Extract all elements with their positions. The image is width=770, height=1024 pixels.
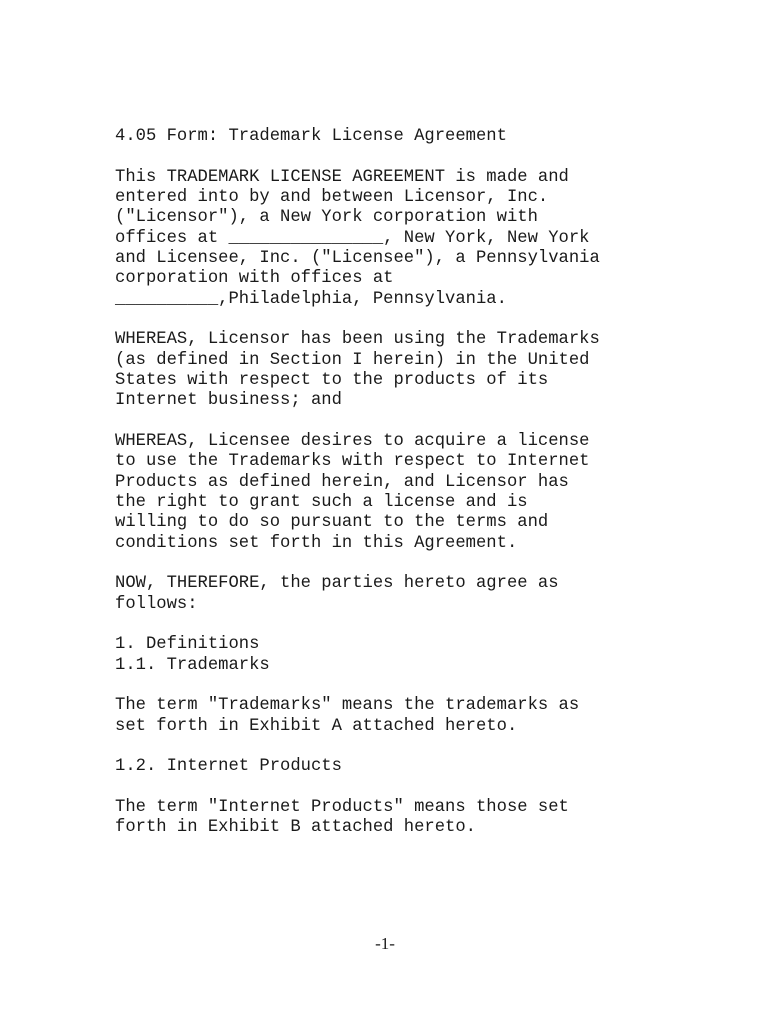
text-line: conditions set forth in this Agreement. bbox=[115, 533, 518, 553]
blank-line bbox=[115, 554, 655, 574]
text-line: Products as defined herein, and Licensor has bbox=[115, 472, 569, 492]
text-line: 1.1. Trademarks bbox=[115, 655, 270, 675]
text-line: entered into by and between Licensor, Inc. bbox=[115, 187, 549, 207]
blank-line bbox=[115, 310, 655, 330]
text-line: NOW, THEREFORE, the parties hereto agree as bbox=[115, 574, 559, 594]
text-line: corporation with offices at bbox=[115, 269, 394, 289]
document-title: 4.05 Form: Trademark License Agreement bbox=[115, 127, 507, 146]
blank-line bbox=[115, 412, 655, 432]
text-line: forth in Exhibit B attached hereto. bbox=[115, 818, 476, 838]
document-body bbox=[115, 127, 655, 838]
text-line: This TRADEMARK LICENSE AGREEMENT is made and bbox=[115, 167, 569, 187]
text-line: (as defined in Section I herein) in the United bbox=[115, 350, 590, 370]
text-line: and Licensee, Inc. ("Licensee"), a Pennsylvania bbox=[115, 248, 600, 268]
blank-line bbox=[115, 615, 655, 635]
text-line: 1. Definitions bbox=[115, 635, 260, 655]
blank-line bbox=[115, 676, 655, 696]
text-line: __________,Philadelphia, Pennsylvania. bbox=[115, 289, 507, 309]
page-number: -1- bbox=[375, 934, 395, 953]
text-line: 1.2. Internet Products bbox=[115, 757, 342, 777]
text-line: follows: bbox=[115, 594, 198, 614]
blank-line bbox=[115, 778, 655, 798]
text-line: set forth in Exhibit A attached hereto. bbox=[115, 716, 518, 736]
text-line: the right to grant such a license and is bbox=[115, 492, 528, 512]
text-line: offices at _______________, New York, New York bbox=[115, 228, 590, 248]
text-line: States with respect to the products of its bbox=[115, 370, 549, 390]
text-line: Internet business; and bbox=[115, 391, 342, 411]
text-line: The term "Trademarks" means the trademarks as bbox=[115, 696, 580, 716]
text-line: ("Licensor"), a New York corporation with bbox=[115, 208, 538, 228]
text-line: WHEREAS, Licensor has been using the Trademarks bbox=[115, 330, 600, 350]
text-line: WHEREAS, Licensee desires to acquire a license bbox=[115, 431, 590, 451]
blank-line bbox=[115, 737, 655, 757]
blank-line bbox=[115, 147, 655, 167]
text-line: willing to do so pursuant to the terms and bbox=[115, 513, 549, 533]
text-line: The term "Internet Products" means those set bbox=[115, 797, 569, 817]
text-line: to use the Trademarks with respect to Internet bbox=[115, 452, 590, 472]
